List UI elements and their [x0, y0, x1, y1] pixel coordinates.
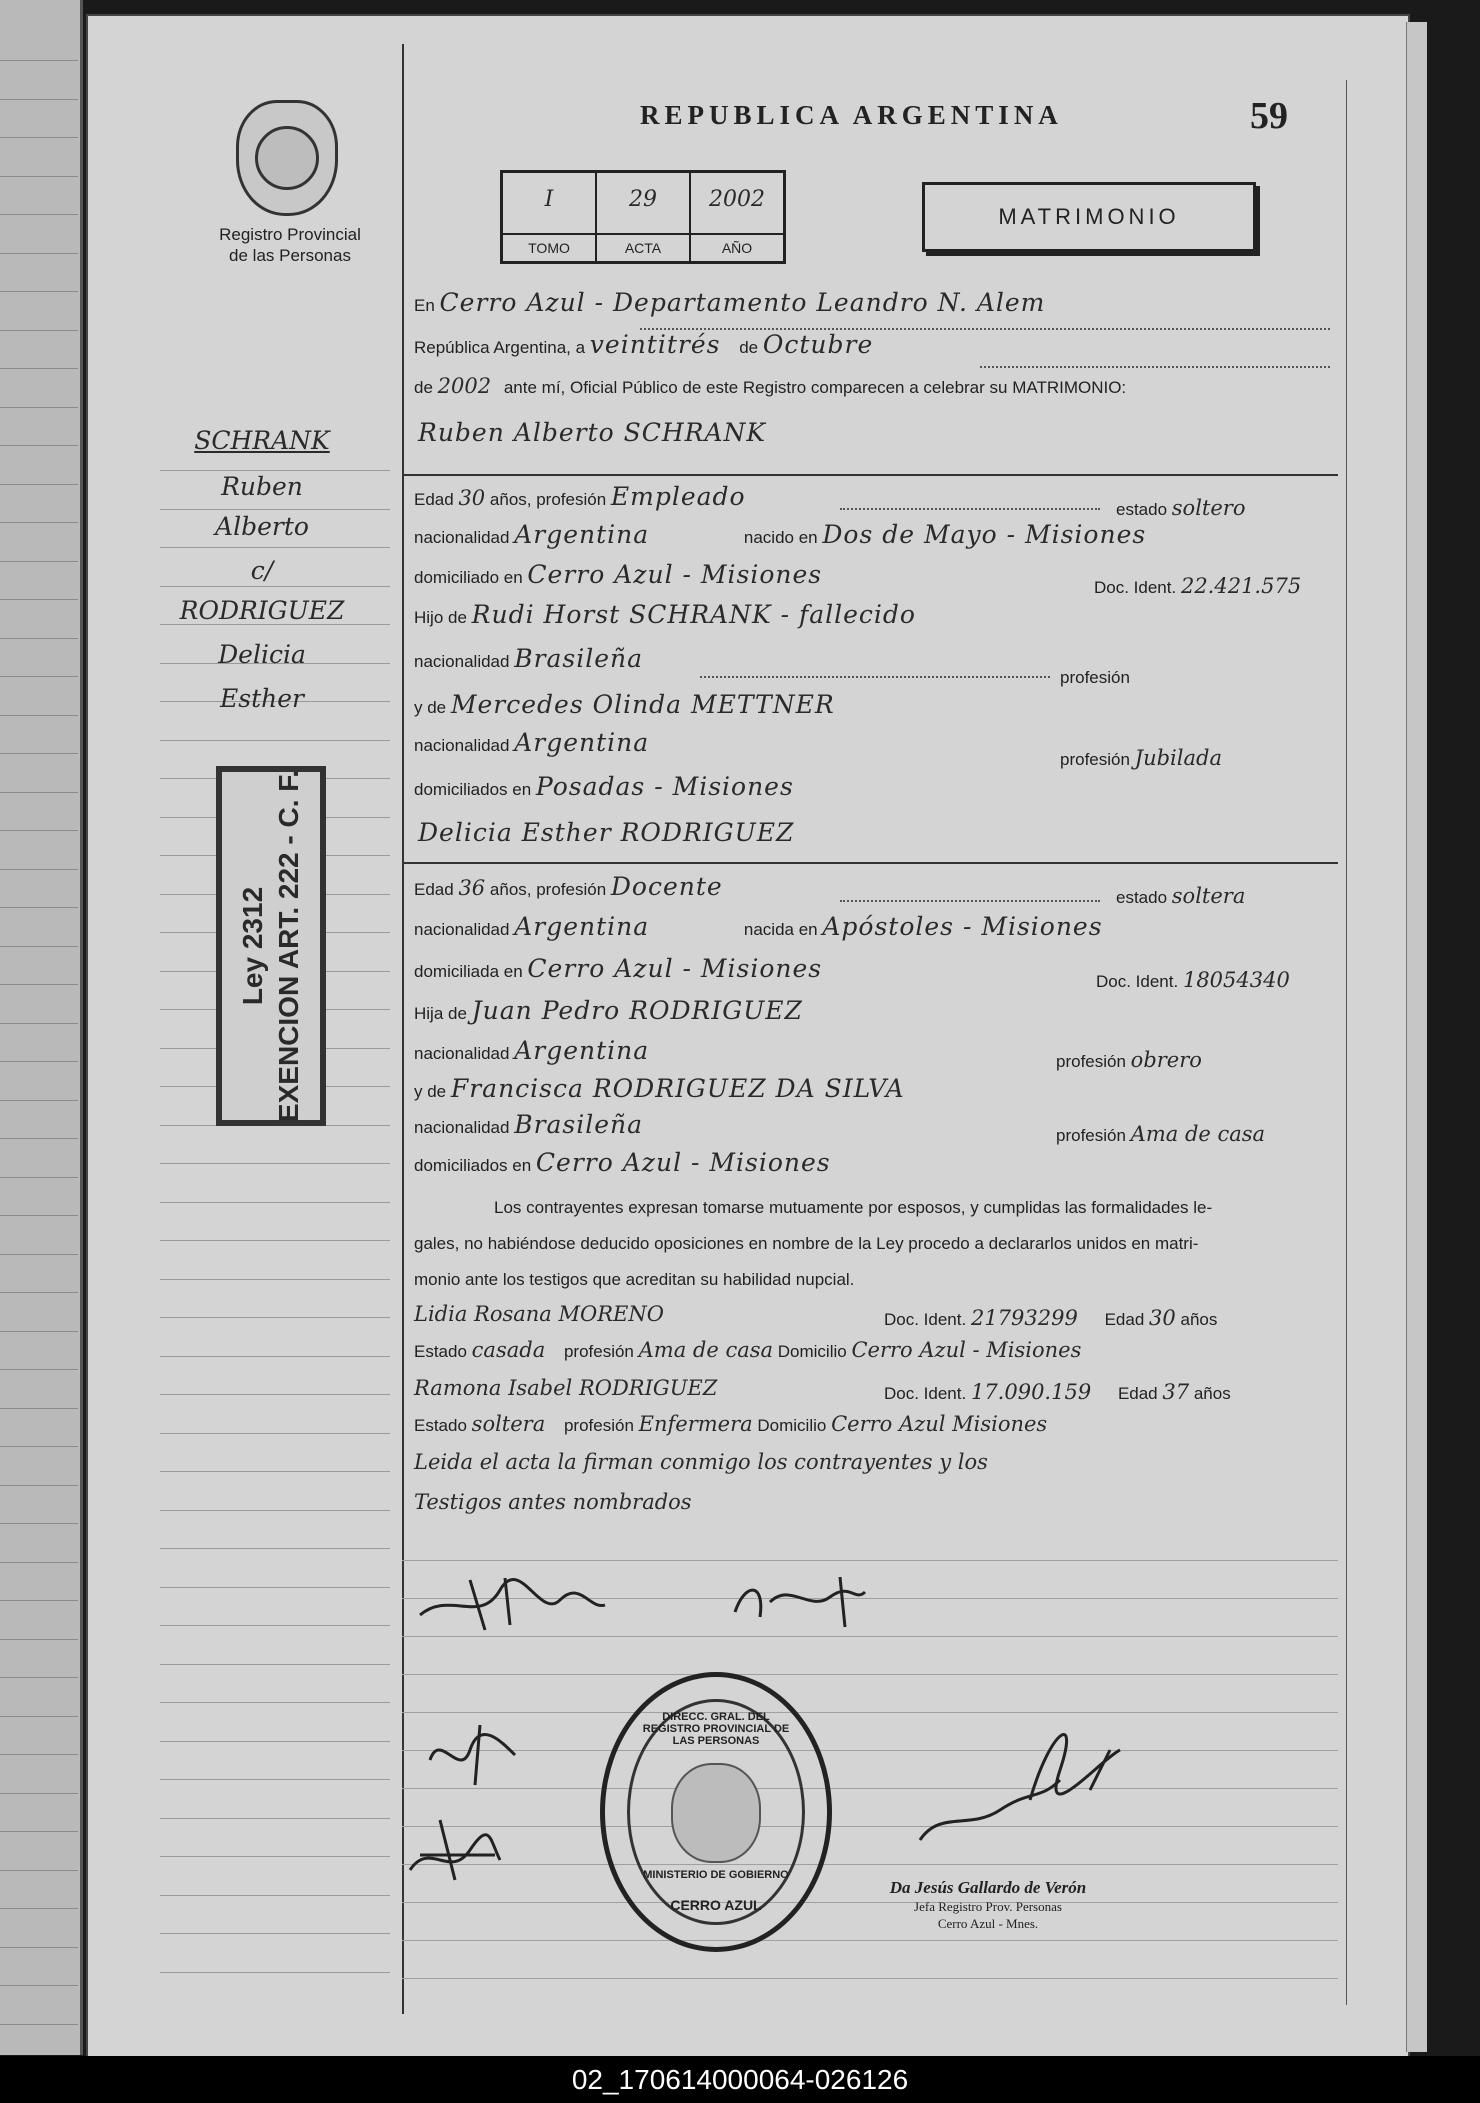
ruled-line — [160, 1587, 390, 1588]
ruled-line — [160, 1664, 390, 1665]
groom-address: Cerro Azul - Misiones — [527, 560, 823, 589]
groom-parents-address: Posadas - Misiones — [535, 772, 794, 801]
acta-cell — [597, 173, 691, 261]
ruled-line — [0, 368, 78, 369]
ruled-line — [0, 445, 78, 446]
label: de — [739, 338, 759, 357]
label: años, profesión — [489, 880, 607, 899]
witness-1-address: Cerro Azul - Misiones — [851, 1338, 1082, 1362]
official-place: Cerro Azul - Mnes. — [937, 1916, 1039, 1931]
bride-status: soltera — [1171, 884, 1246, 908]
label: Doc. Ident. — [884, 1310, 967, 1329]
ruled-line — [0, 1870, 78, 1871]
ruled-line — [0, 1485, 78, 1486]
bride-signature — [730, 1572, 870, 1632]
record-number-table — [500, 170, 786, 264]
province-crest-icon — [236, 100, 338, 216]
ruled-line — [402, 1978, 1338, 1979]
official-seal — [600, 1672, 832, 1952]
label: profesión — [1060, 668, 1130, 687]
ruled-line — [0, 1446, 78, 1447]
witness-1-age: 30 — [1149, 1306, 1176, 1330]
groom-father-nationality: Brasileña — [514, 644, 644, 673]
declaration-line: gales, no habiéndose deducido oposiciones en nombre de la Ley procedo a declararlos unidos en matri- — [414, 1234, 1199, 1253]
bride-status-row — [1116, 884, 1245, 908]
ruled-line — [160, 1972, 390, 1973]
label: nacionalidad — [414, 1118, 510, 1137]
groom-mother-profession: Jubilada — [1134, 746, 1222, 770]
witness-1-doc-row — [884, 1306, 1217, 1330]
bride-full-name — [418, 818, 794, 847]
groom-doc-number: 22.421.575 — [1180, 574, 1302, 598]
ruled-line — [0, 291, 78, 292]
margin-line: Alberto — [215, 512, 309, 541]
ruled-line — [160, 1702, 390, 1703]
label: domiciliada en — [414, 962, 523, 981]
groom-father-prof-row — [1060, 664, 1130, 688]
witness-1-status: casada — [471, 1338, 546, 1362]
label: profesión — [563, 1342, 634, 1361]
ruled-line — [160, 1163, 390, 1164]
bride-age-row — [414, 872, 723, 901]
witness-2-signature — [400, 1810, 510, 1890]
label: Hija de — [414, 1004, 467, 1023]
witness-2-doc: 17.090.159 — [970, 1380, 1092, 1404]
label: domiciliado en — [414, 568, 523, 587]
bride-age: 36 — [458, 876, 486, 900]
label: nacionalidad — [414, 1044, 510, 1063]
ruled-line — [160, 1856, 390, 1857]
tomo-value: I — [544, 187, 554, 212]
label: años — [1193, 1384, 1231, 1403]
bride-doc-row — [1096, 968, 1290, 992]
ruled-line — [0, 676, 78, 677]
ruled-line — [402, 1750, 1338, 1751]
groom-status-row — [1116, 496, 1245, 520]
ruled-line — [0, 1716, 78, 1717]
bride-father-row — [414, 996, 803, 1025]
seal-inner-text: MINISTERIO DE GOBIERNO — [643, 1869, 789, 1881]
label: nacionalidad — [414, 652, 510, 671]
stamp-line-1: Ley 2312 — [237, 886, 268, 1006]
ruled-line — [0, 869, 78, 870]
ruled-line — [0, 1023, 78, 1024]
label: profesión — [1060, 750, 1130, 769]
ruled-line — [0, 1523, 78, 1524]
registry-name — [192, 224, 388, 266]
groom-parents-address-row — [414, 772, 794, 801]
ruled-line — [160, 1818, 390, 1819]
ruled-line — [0, 1831, 78, 1832]
ruled-line — [160, 1471, 390, 1472]
groom-profession: Empleado — [610, 482, 746, 511]
intro-line-3 — [414, 374, 1126, 398]
ruled-line — [0, 484, 78, 485]
bride-mother-nat-row — [414, 1110, 643, 1139]
ruled-line — [160, 1356, 390, 1357]
bride-father-profession: obrero — [1130, 1048, 1202, 1072]
groom-nationality: Argentina — [514, 520, 650, 549]
label: años, profesión — [489, 490, 607, 509]
acta-label: ACTA — [597, 233, 689, 261]
dotted-line — [840, 900, 1100, 902]
appearance-text: ante mí, Oficial Público de este Registro comparecen a celebrar su MATRIMONIO: — [503, 378, 1127, 397]
groom-age-row — [414, 482, 746, 511]
ruled-line — [0, 1138, 78, 1139]
label: de — [414, 378, 433, 397]
bride-father-prof-row — [1056, 1048, 1202, 1072]
bride-mother-prof-row — [1056, 1122, 1265, 1146]
bride-name-value: Delicia Esther RODRIGUEZ — [418, 818, 795, 847]
bride-mother-row — [414, 1074, 905, 1103]
groom-status: soltero — [1171, 496, 1246, 520]
ruled-line — [0, 715, 78, 716]
margin-line: Ruben — [221, 472, 303, 501]
ruled-line — [160, 1895, 390, 1896]
ruled-line — [160, 1202, 390, 1203]
groom-full-name — [418, 418, 766, 447]
ruled-line — [160, 1279, 390, 1280]
tomo-label: TOMO — [503, 233, 595, 261]
groom-mother-row — [414, 690, 835, 719]
ruled-line — [0, 137, 78, 138]
label: Edad — [1117, 1384, 1158, 1403]
groom-birthplace: Dos de Mayo - Misiones — [822, 520, 1147, 549]
groom-mother-name: Mercedes Olinda METTNER — [450, 690, 835, 719]
witness-2-name: Ramona Isabel RODRIGUEZ — [414, 1376, 718, 1400]
label: Estado — [414, 1416, 467, 1435]
ruled-line — [0, 638, 78, 639]
ruled-line — [402, 1560, 1338, 1561]
groom-mother-nationality: Argentina — [514, 728, 650, 757]
label: profesión — [563, 1416, 634, 1435]
official-name: Da Jesús Gallardo de Verón — [889, 1878, 1087, 1897]
month-value: Octubre — [762, 330, 874, 359]
year-value: 2002 — [437, 374, 492, 398]
closing-line-2 — [414, 1490, 692, 1514]
margin-surname: SCHRANK — [194, 426, 330, 455]
declaration-line: monio ante los testigos que acreditan su habilidad nupcial. — [414, 1270, 855, 1289]
ruled-line — [0, 907, 78, 908]
label: Domicilio — [777, 1342, 847, 1361]
label: domiciliados en — [414, 1156, 532, 1175]
ruled-line — [160, 1510, 390, 1511]
country-title: REPUBLICA ARGENTINA — [640, 100, 1063, 130]
label: y de — [414, 1082, 447, 1101]
label: Edad — [414, 490, 454, 509]
bride-doc-number: 18054340 — [1182, 968, 1290, 992]
ruled-line — [0, 330, 78, 331]
closing-text: Testigos antes nombrados — [414, 1490, 692, 1514]
ruled-line — [0, 1985, 78, 1986]
ruled-line — [0, 1600, 78, 1601]
groom-signature — [410, 1570, 610, 1640]
ruled-line — [0, 1677, 78, 1678]
acta-value: 29 — [629, 187, 657, 212]
groom-mother-nat-row — [414, 728, 649, 757]
registry-line-1: Registro Provincial — [219, 225, 361, 244]
label: Edad — [414, 880, 454, 899]
place-value: Cerro Azul - Departamento Leandro N. Alem — [439, 288, 1046, 317]
witness-2-status: soltera — [471, 1412, 546, 1436]
groom-age: 30 — [458, 486, 486, 510]
witness-2-profession: Enfermera — [638, 1412, 753, 1436]
official-stamp — [848, 1878, 1128, 1932]
ruled-line — [0, 1100, 78, 1101]
bride-birthplace: Apóstoles - Misiones — [822, 912, 1103, 941]
ruled-line — [0, 1369, 78, 1370]
groom-father-name: Rudi Horst SCHRANK - fallecido — [471, 600, 916, 629]
dotted-line — [980, 366, 1330, 368]
label: nacionalidad — [414, 920, 510, 939]
bride-mother-profession: Ama de casa — [1130, 1122, 1266, 1146]
ano-cell — [691, 173, 783, 261]
official-signature — [910, 1690, 1150, 1870]
section-divider — [402, 862, 1338, 864]
bride-parents-address-row — [414, 1148, 831, 1177]
witness-1-profession: Ama de casa — [638, 1338, 774, 1362]
groom-father-nat-row — [414, 644, 643, 673]
label: estado — [1116, 888, 1168, 907]
ano-label: AÑO — [691, 233, 783, 261]
ruled-line — [160, 1240, 390, 1241]
ruled-line — [0, 1639, 78, 1640]
ruled-line — [0, 253, 78, 254]
ruled-line — [0, 99, 78, 100]
ruled-line — [0, 522, 78, 523]
bride-mother-nationality: Brasileña — [514, 1110, 644, 1139]
margin-line: Esther — [220, 684, 304, 713]
ruled-line — [0, 561, 78, 562]
closing-line-1 — [414, 1450, 988, 1474]
ruled-line — [160, 1433, 390, 1434]
label: estado — [1116, 500, 1168, 519]
bride-father-nat-row — [414, 1036, 649, 1065]
label: En — [414, 296, 435, 315]
ruled-line — [160, 509, 390, 510]
groom-doc-row — [1094, 574, 1301, 598]
witness-2-details-row — [414, 1412, 1047, 1436]
ruled-line — [160, 1741, 390, 1742]
ruled-line — [0, 1215, 78, 1216]
ruled-line — [0, 214, 78, 215]
ruled-line — [402, 1788, 1338, 1789]
bride-father-name: Juan Pedro RODRIGUEZ — [471, 996, 803, 1025]
ruled-line — [160, 1394, 390, 1395]
witness-1-row — [414, 1302, 664, 1326]
bride-nationality: Argentina — [514, 912, 650, 941]
bride-parents-address: Cerro Azul - Misiones — [535, 1148, 831, 1177]
witness-2-age: 37 — [1162, 1380, 1190, 1404]
ruled-line — [0, 1947, 78, 1948]
ruled-line — [0, 1331, 78, 1332]
ruled-line — [0, 599, 78, 600]
official-title: Jefa Registro Prov. Personas — [914, 1899, 1062, 1914]
groom-name-value: Ruben Alberto SCHRANK — [418, 418, 767, 447]
label: Doc. Ident. — [1094, 578, 1177, 597]
margin-divider — [402, 44, 404, 2014]
label: Estado — [414, 1342, 467, 1361]
tax-exemption-stamp — [216, 766, 326, 1126]
ruled-line — [160, 1548, 390, 1549]
ruled-line — [0, 830, 78, 831]
ruled-line — [0, 2024, 78, 2025]
ruled-line — [160, 1933, 390, 1934]
intro-line-1 — [414, 288, 1045, 317]
label: y de — [414, 698, 447, 717]
witness-1-signature — [420, 1720, 530, 1790]
scan-id-footer: 02_170614000064-026126 — [0, 2056, 1480, 2103]
groom-nationality-row — [414, 520, 1146, 549]
witness-2-address: Cerro Azul Misiones — [831, 1412, 1048, 1436]
bride-mother-name: Francisca RODRIGUEZ DA SILVA — [450, 1074, 905, 1103]
label: profesión — [1056, 1126, 1126, 1145]
witness-1-name: Lidia Rosana MORENO — [414, 1302, 664, 1326]
ruled-line — [402, 1712, 1338, 1713]
ruled-line — [0, 792, 78, 793]
ruled-line — [0, 60, 78, 61]
registry-line-2: de las Personas — [229, 246, 351, 265]
ruled-line — [0, 1177, 78, 1178]
ruled-line — [0, 1061, 78, 1062]
label: profesión — [1056, 1052, 1126, 1071]
dotted-line — [700, 676, 1050, 678]
page-edge — [1406, 22, 1427, 2052]
ruled-line — [0, 1793, 78, 1794]
section-divider — [402, 474, 1338, 476]
witness-1-details-row — [414, 1338, 1081, 1362]
witness-2-doc-row — [884, 1380, 1231, 1404]
intro-line-2 — [414, 330, 873, 359]
seal-emblem-icon — [671, 1763, 761, 1863]
closing-text: Leida el acta la firman conmigo los contrayentes y los — [414, 1450, 988, 1474]
ruled-line — [160, 1317, 390, 1318]
label: Doc. Ident. — [1096, 972, 1179, 991]
left-facing-page — [0, 0, 83, 2055]
right-border-line — [1346, 80, 1347, 2005]
label: Hijo de — [414, 608, 467, 627]
witness-1-doc: 21793299 — [970, 1306, 1078, 1330]
label: domiciliados en — [414, 780, 532, 799]
seal-bottom-text: CERRO AZUL — [670, 1897, 762, 1913]
label: República Argentina, a — [414, 338, 586, 357]
label: años — [1180, 1310, 1218, 1329]
declaration-line: Los contrayentes expresan tomarse mutuamente por esposos, y cumplidas las formalidades le- — [494, 1198, 1213, 1217]
label: nacido en — [743, 528, 818, 547]
ruled-line — [0, 1254, 78, 1255]
ruled-line — [0, 1292, 78, 1293]
bride-address: Cerro Azul - Misiones — [527, 954, 823, 983]
ruled-line — [402, 1940, 1338, 1941]
page-number: 59 — [1250, 95, 1288, 137]
groom-mother-prof-row — [1060, 746, 1222, 770]
declaration-paragraph — [414, 1190, 1326, 1298]
ruled-line — [0, 407, 78, 408]
ruled-line — [0, 1754, 78, 1755]
label: nacionalidad — [414, 736, 510, 755]
ruled-line — [0, 946, 78, 947]
margin-line: c/ — [250, 556, 274, 585]
label: Edad — [1104, 1310, 1145, 1329]
day-value: veintitrés — [589, 330, 721, 359]
groom-address-row — [414, 560, 822, 589]
ruled-line — [0, 1408, 78, 1409]
witness-2-row — [414, 1376, 717, 1400]
tomo-cell — [503, 173, 597, 261]
seal-outer-text: DIRECC. GRAL. DEL REGISTRO PROVINCIAL DE LAS PERSONAS — [642, 1711, 790, 1747]
bride-father-nationality: Argentina — [514, 1036, 650, 1065]
ruled-line — [0, 753, 78, 754]
ruled-line — [0, 1562, 78, 1563]
ruled-line — [160, 547, 390, 548]
bride-profession: Docente — [610, 872, 723, 901]
ruled-line — [160, 1625, 390, 1626]
ruled-line — [0, 1908, 78, 1909]
ruled-line — [402, 1864, 1338, 1865]
bride-nationality-row — [414, 912, 1103, 941]
ruled-line — [160, 740, 390, 741]
ano-value: 2002 — [709, 187, 765, 212]
ruled-line — [160, 1779, 390, 1780]
ruled-line — [402, 1826, 1338, 1827]
ruled-line — [0, 176, 78, 177]
groom-father-row — [414, 600, 916, 629]
ruled-line — [160, 586, 390, 587]
margin-line: Delicia — [218, 640, 306, 669]
act-type-box: MATRIMONIO — [922, 182, 1256, 252]
label: Domicilio — [757, 1416, 827, 1435]
stamp-line-2: EXENCION ART. 222 - C. F. — [273, 769, 304, 1123]
ruled-line — [402, 1674, 1338, 1675]
label: Doc. Ident. — [884, 1384, 967, 1403]
dotted-line — [840, 508, 1100, 510]
bride-address-row — [414, 954, 822, 983]
label: nacionalidad — [414, 528, 510, 547]
margin-line: RODRIGUEZ — [179, 596, 345, 625]
ruled-line — [0, 984, 78, 985]
label: nacida en — [743, 920, 818, 939]
ruled-line — [160, 470, 390, 471]
